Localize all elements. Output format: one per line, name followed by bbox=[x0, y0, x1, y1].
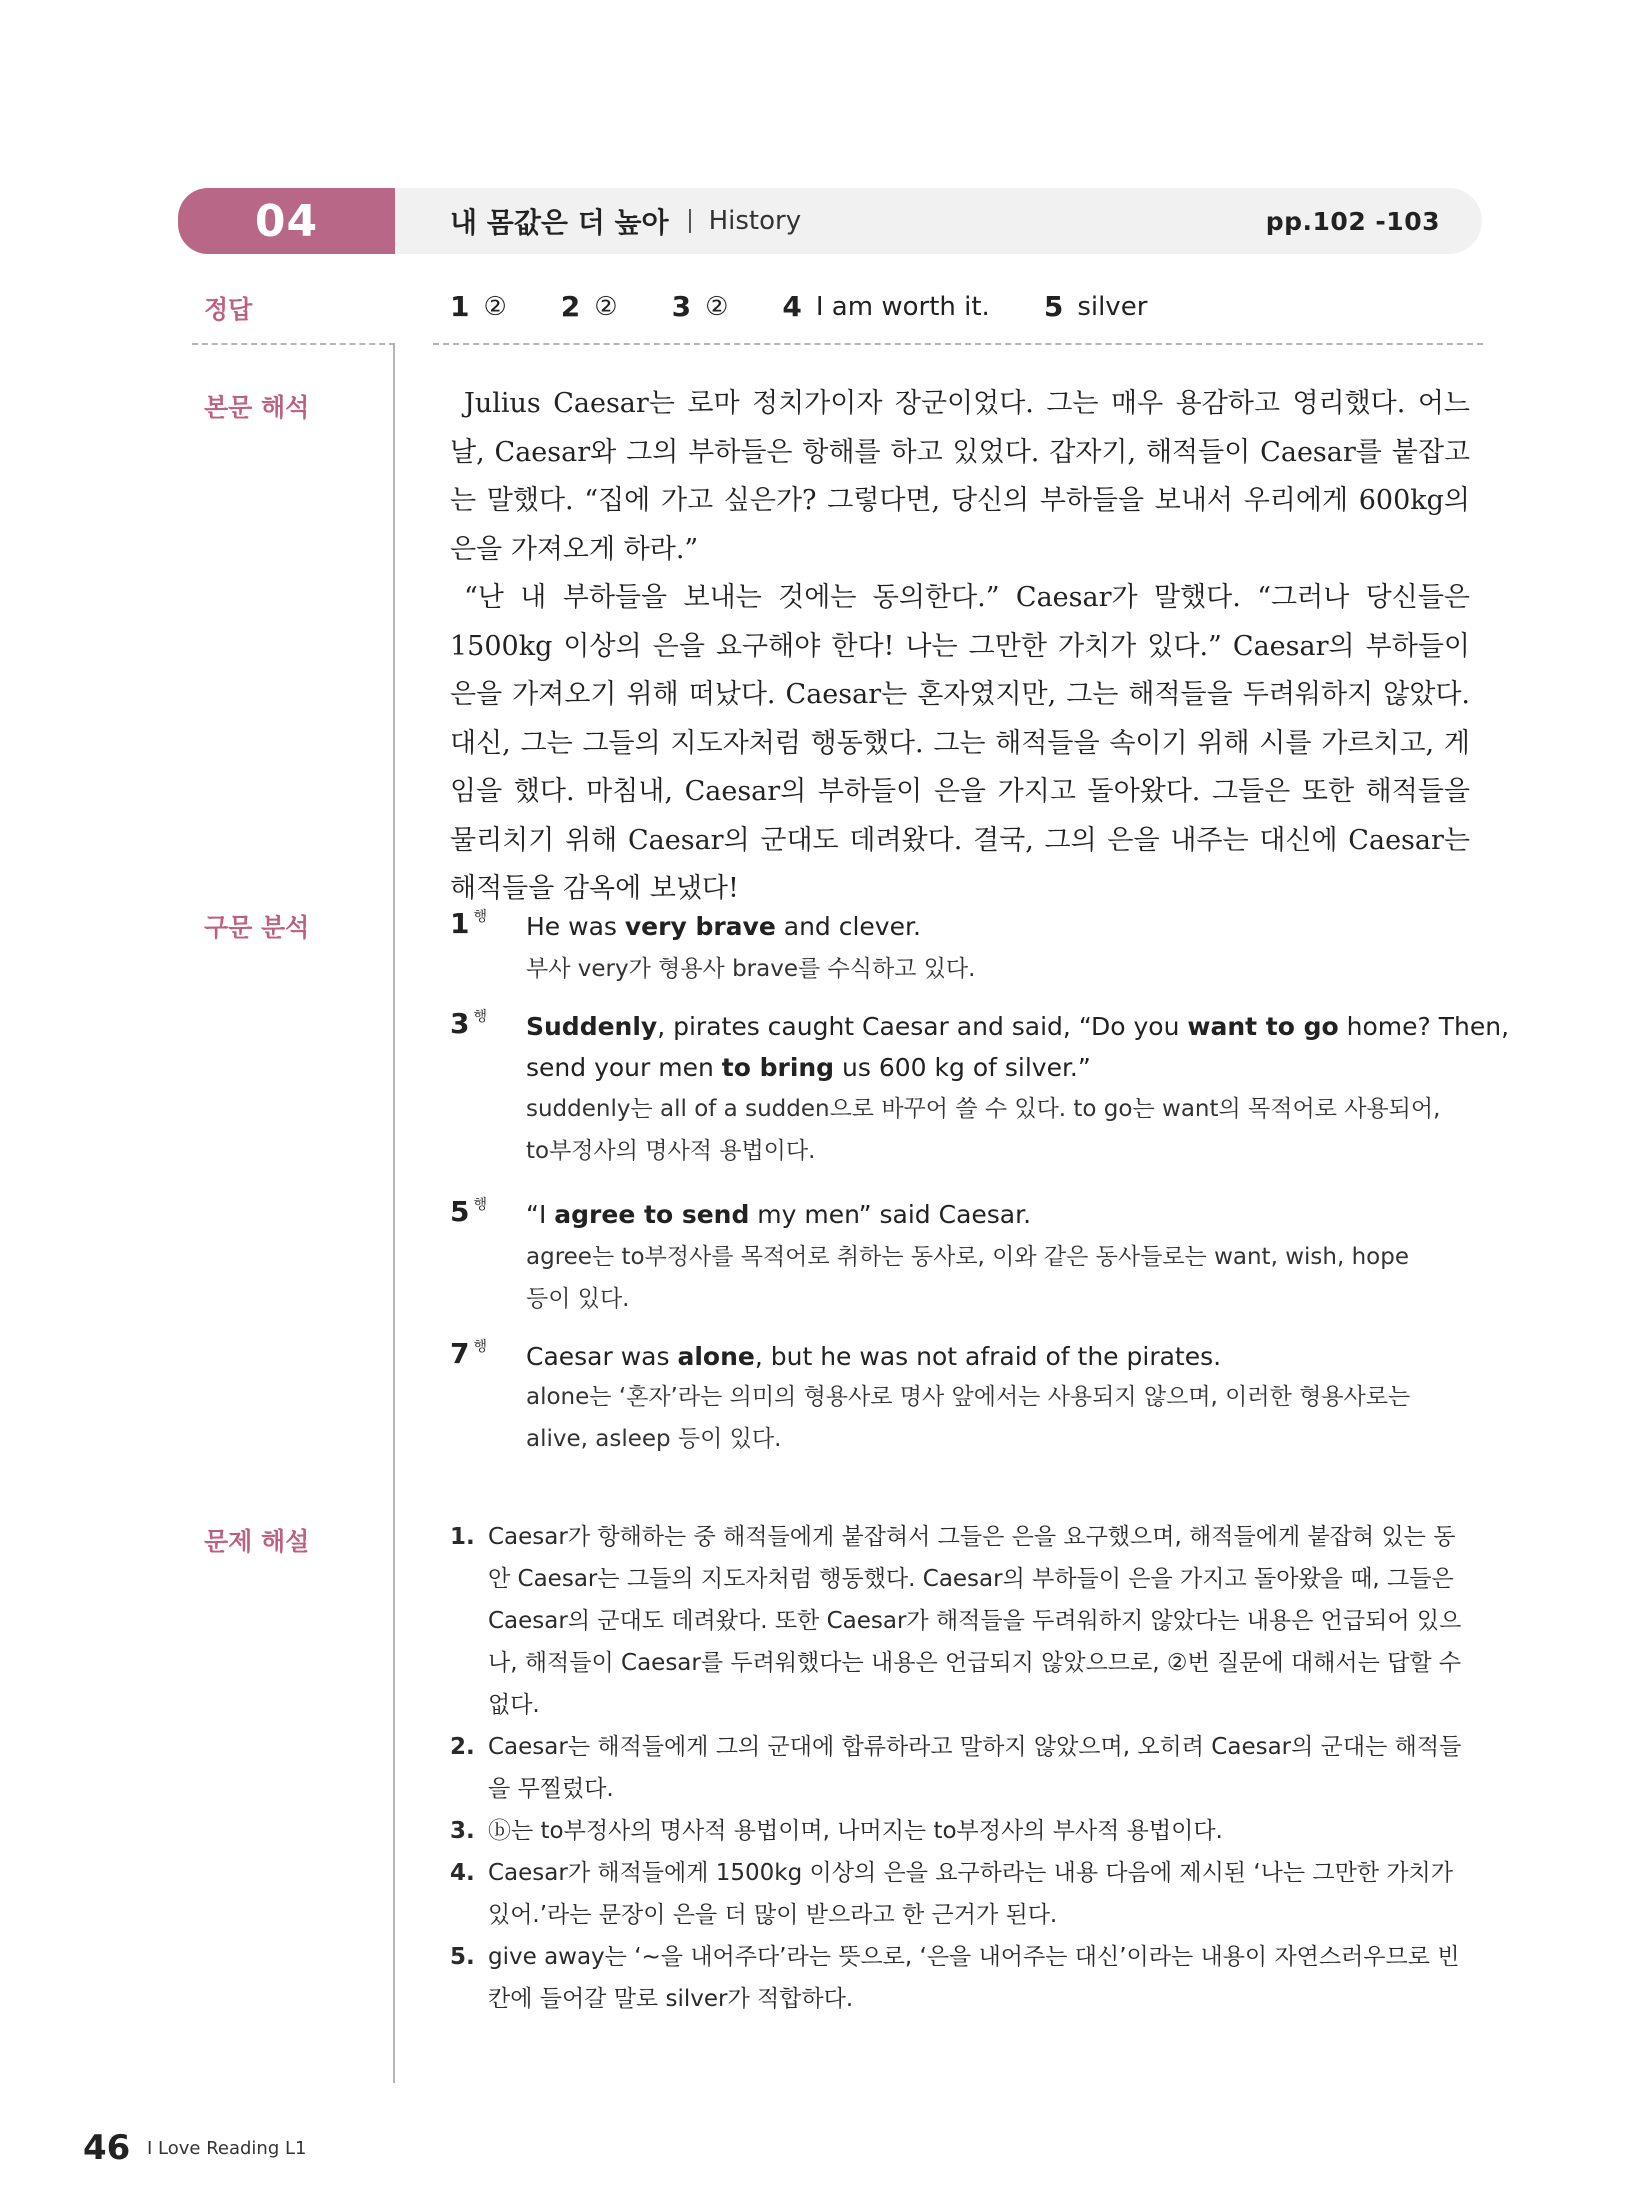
divider-left bbox=[192, 343, 395, 345]
explanation-list bbox=[450, 1516, 1470, 2020]
label-translation: 본문 해석 bbox=[204, 393, 310, 422]
explanation-item: 4. Caesar가 해적들에게 1500kg 이상의 은을 요구하라는 내용 다음에 제시된 ‘나는 그만한 가치가 있어.’라는 문장이 은을 더 많이 받으라고 한 근거가 된다. bbox=[450, 1860, 1453, 1928]
answer-item: 5 silver bbox=[1043, 290, 1148, 323]
line-number: 1 $^행$ bbox=[450, 907, 488, 940]
subject-label: History bbox=[708, 206, 802, 236]
answer-item: 1 ② bbox=[450, 290, 507, 323]
page-number: 46 bbox=[83, 2128, 131, 2168]
section-header bbox=[178, 188, 1482, 254]
answer-item: 2 ② bbox=[560, 290, 618, 323]
english-sentence: Suddenly, pirates caught Caesar and said, “Do you want to go home? Then, send your men to bring us 600 kg of silver.” bbox=[526, 1012, 1510, 1082]
column-divider bbox=[393, 343, 395, 2083]
korean-note: suddenly는 all of a sudden으로 바꾸어 쓸 수 있다. to go는 want의 목적어로 사용되어, to부정사의 명사적 용법이다. bbox=[526, 1096, 1441, 1164]
title-text: 내 몸값은 더 높아 bbox=[450, 206, 669, 239]
label-syntax: 구문 분석 bbox=[204, 913, 310, 942]
label-explanation: 문제 해설 bbox=[204, 1527, 310, 1556]
english-sentence: He was very brave and clever. bbox=[526, 912, 921, 941]
line-number: 5 $^행$ bbox=[450, 1195, 488, 1228]
explanation-item: 5. give away는 ‘~을 내어주다’라는 뜻으로, ‘은을 내어주는 대신’이라는 내용이 자연스러우므로 빈칸에 들어갈 말로 silver가 적합하다. bbox=[450, 1944, 1460, 2012]
section-number: 04 bbox=[178, 188, 395, 254]
explanation-item: 3. ⓑ는 to부정사의 명사적 용법이며, 나머지는 to부정사의 부사적 용법이다. bbox=[450, 1818, 1223, 1844]
english-sentence: “I agree to send my men” said Caesar. bbox=[526, 1200, 1032, 1229]
translation-paragraph-1: Julius Caesar는 로마 정치가이자 장군이었다. 그는 매우 용감하고 영리했다. 어느 날, Caesar와 그의 부하들은 항해를 하고 있었다. 갑자기, 해적들이 Caesar를 붙잡고는 말했다. “집에 가고 싶은가? 그렇다면, 당신의 부하들을 보내서 우리에게 600kg의 은을 가져오게 하라.” bbox=[450, 388, 1470, 565]
section-title bbox=[450, 188, 801, 254]
answers-row bbox=[450, 290, 1201, 323]
line-number: 3 $^행$ bbox=[450, 1007, 488, 1040]
korean-note: alone는 ‘혼자’라는 의미의 형용사로 명사 앞에서는 사용되지 않으며, 이러한 형용사로는 alive, asleep 등이 있다. bbox=[526, 1384, 1411, 1452]
title-separator bbox=[689, 209, 691, 233]
translation-paragraph-2: “난 내 부하들을 보내는 것에는 동의한다.” Caesar가 말했다. “그러나 당신들은 1500kg 이상의 은을 요구해야 한다! 나는 그만한 가치가 있다.” Caesar의 부하들이 은을 가져오기 위해 떠났다. Caesar는 혼자였지만, 그는 해적들을 두려워하지 않았다. 대신, 그는 그들의 지도자처럼 행동했다. 그는 해적들을 속이기 위해 시를 가르치고, 게임을 했다. 마침내, Caesar의 부하들이 은을 가지고 돌아왔다. 그들은 또한 해적들을 물리치기 위해 Caesar의 군대도 데려왔다. 결국, 그의 은을 내주는 대신에 Caesar는 해적들을 감옥에 보냈다! bbox=[450, 582, 1470, 904]
translation-text bbox=[450, 380, 1470, 914]
book-title: I Love Reading L1 bbox=[147, 2138, 307, 2159]
line-number: 7 $^행$ bbox=[450, 1337, 488, 1370]
divider-right bbox=[433, 343, 1483, 345]
page-reference: pp.102 -103 bbox=[1265, 206, 1440, 236]
label-answers: 정답 bbox=[204, 295, 253, 324]
answer-item: 3 ② bbox=[671, 290, 729, 323]
korean-note: 부사 very가 형용사 brave를 수식하고 있다. bbox=[526, 956, 976, 982]
korean-note: agree는 to부정사를 목적어로 취하는 동사로, 이와 같은 동사들로는 want, wish, hope 등이 있다. bbox=[526, 1244, 1409, 1312]
explanation-item: 2. Caesar는 해적들에게 그의 군대에 합류하라고 말하지 않았으며, 오히려 Caesar의 군대는 해적들을 무찔렀다. bbox=[450, 1734, 1462, 1802]
answer-item: 4 I am worth it. bbox=[782, 290, 990, 323]
explanation-item: 1. Caesar가 항해하는 중 해적들에게 붙잡혀서 그들은 은을 요구했으며, 해적들에게 붙잡혀 있는 동안 Caesar는 그들의 지도자처럼 행동했다. Caesar의 부하들이 은을 가지고 돌아왔을 때, 그들은 Caesar의 군대도 데려왔다. 또한 Caesar가 해적들을 두려워하지 않았다는 내용은 언급되어 있으나, 해적들이 Caesar를 두려워했다는 내용은 언급되지 않았으므로, ②번 질문에 대해서는 답할 수 없다. bbox=[450, 1524, 1462, 1718]
english-sentence: Caesar was alone, but he was not afraid of the pirates. bbox=[526, 1342, 1222, 1371]
